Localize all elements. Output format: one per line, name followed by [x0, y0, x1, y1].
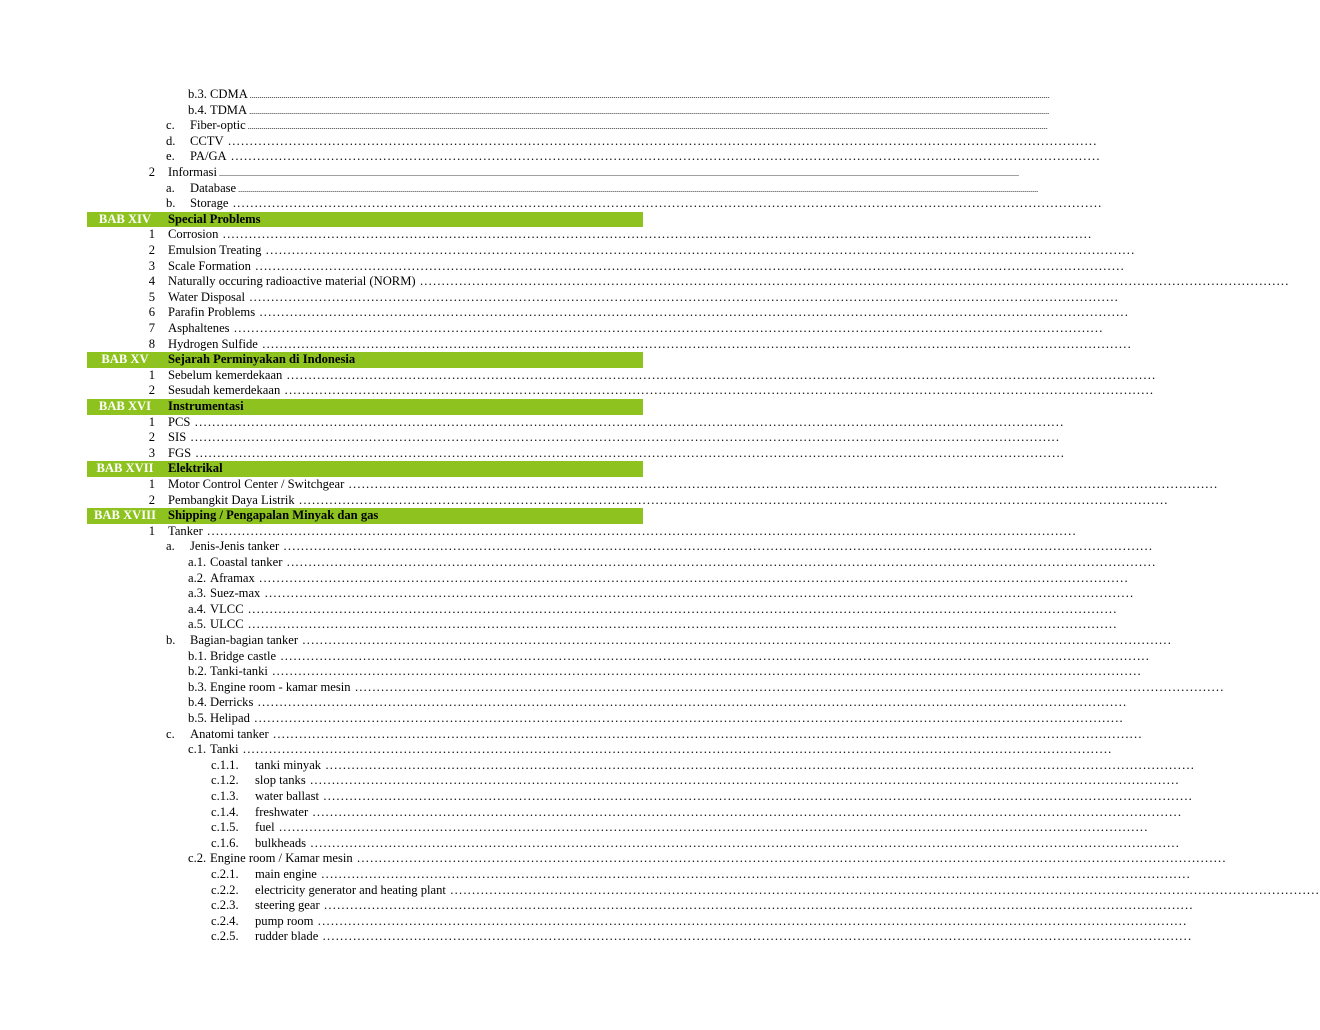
entry-title: Tanki	[210, 742, 239, 757]
toc-entry	[0, 913, 1188, 930]
entry-text-with-leader	[190, 149, 1101, 165]
toc-entry	[0, 196, 1103, 212]
entry-number: c.1.	[188, 742, 207, 757]
dot-leader: ........................................................................................................................................................................................................	[279, 539, 1154, 554]
entry-title: Tanker	[168, 523, 203, 538]
entry-text-with-leader	[210, 695, 1128, 711]
entry-number: c.1.4.	[211, 804, 239, 819]
toc-entry	[0, 789, 1194, 805]
entry-text-with-leader	[190, 633, 1173, 649]
entry-title: water ballast	[255, 789, 319, 803]
toc-entry	[0, 321, 1104, 337]
entry-text-with-leader	[210, 102, 1050, 120]
dot-leader: ........................................................................................................................................................................................................	[318, 929, 1193, 944]
dot-leader: ........................................................................................................................................................................................................	[415, 274, 1290, 289]
entry-number: 1	[148, 477, 155, 491]
entry-title: FGS	[168, 445, 192, 460]
entry-number: 2	[148, 430, 155, 445]
entry-title: Derricks	[210, 695, 254, 710]
toc-entry	[0, 617, 1118, 633]
entry-text-with-leader	[168, 445, 1066, 462]
entry-number: a.3.	[188, 586, 207, 601]
chapter-number: BAB XIV	[98, 211, 152, 226]
entry-text-with-leader	[255, 804, 1183, 821]
entry-text-with-leader	[210, 711, 1124, 727]
entry-text-with-leader	[168, 523, 1077, 540]
entry-title: CDMA	[210, 87, 248, 101]
dot-leader: ........................................................................................................................................................................................................	[218, 227, 1093, 242]
toc-entry	[0, 835, 1181, 852]
entry-text-with-leader	[210, 601, 1118, 618]
entry-number: c.	[166, 726, 175, 741]
toc-entry	[0, 742, 1113, 758]
dot-leader: ........................................................................................................................................................................................................	[268, 726, 1143, 741]
dot-leader: ........................................................................................................................................................................................................	[228, 196, 1103, 211]
toc-entry	[0, 87, 1050, 103]
entry-text-with-leader	[168, 430, 1061, 446]
entry-number: c.2.3.	[211, 898, 239, 913]
chapter-heading-row	[87, 399, 643, 415]
entry-title: Bagian-bagian tanker	[190, 633, 299, 647]
entry-number: d.	[166, 133, 176, 148]
toc-entry	[0, 523, 1077, 540]
entry-text-with-leader	[255, 789, 1194, 805]
entry-number: c.1.5.	[211, 820, 239, 835]
chapter-number: BAB XVI	[98, 399, 152, 413]
toc-entry	[0, 180, 1039, 197]
entry-number: c.	[166, 118, 175, 133]
toc-entry	[0, 274, 1290, 290]
toc-entry	[0, 601, 1118, 618]
toc-entry	[0, 243, 1136, 259]
entry-text-with-leader	[168, 414, 1065, 431]
entry-number: 2	[148, 492, 155, 507]
entry-text-with-leader	[255, 773, 1180, 789]
toc-entry	[0, 648, 1151, 665]
dot-leader: ........................................................................................................................................................................................................	[308, 804, 1183, 819]
entry-title: TDMA	[210, 102, 248, 117]
dot-leader: ........................................................................................................................................................................................................	[274, 820, 1149, 835]
entry-number: a.4.	[188, 601, 207, 616]
toc-entry	[0, 633, 1173, 649]
entry-title: Bridge castle	[210, 648, 277, 663]
toc-entry	[0, 367, 1157, 384]
entry-text-with-leader	[168, 477, 1219, 493]
entry-title: Aframax	[210, 570, 255, 585]
dot-leader: ........................................................................................................................................................................................................	[319, 898, 1194, 913]
dot-leader: ........................................................................................................................................................................................................	[255, 305, 1130, 320]
entry-text-with-leader	[168, 258, 1125, 275]
entry-number: b.3.	[188, 87, 207, 101]
dot-leader: ........................................................................................................................................................................................................	[190, 414, 1065, 429]
toc-entry	[0, 289, 1120, 306]
entry-title: CCTV	[190, 133, 224, 148]
entry-text-with-leader	[190, 118, 1048, 135]
entry-number: b.5.	[188, 711, 207, 725]
dot-leader: ........................................................................................................................................................................................................	[243, 617, 1118, 632]
dot-leader: ........................................................................................................................................................................................................	[298, 633, 1173, 647]
entry-number: a.	[166, 539, 175, 554]
entry-title: Sebelum kemerdekaan	[168, 367, 283, 382]
dot-leader: ........................................................................................................................................................................................................	[244, 289, 1120, 304]
toc-entry	[0, 445, 1066, 462]
toc-entry	[0, 820, 1149, 836]
dot-leader: ........................................................................................................................................................................................................	[321, 757, 1196, 772]
chapter-title: Instrumentasi	[168, 399, 244, 413]
entry-title: Emulsion Treating	[168, 243, 262, 257]
entry-title: Engine room / Kamar mesin	[210, 851, 353, 866]
entry-text-with-leader	[168, 274, 1290, 290]
entry-number: c.1.3.	[211, 789, 239, 803]
dot-leader: ........................................................................................................................................................................................................	[202, 523, 1077, 538]
entry-text-with-leader	[210, 648, 1151, 665]
entry-number: a.2.	[188, 570, 207, 585]
entry-number: a.5.	[188, 617, 207, 632]
entry-number: c.2.5.	[211, 929, 239, 944]
toc-entry	[0, 430, 1061, 446]
entry-text-with-leader	[255, 882, 1320, 899]
entry-text-with-leader	[255, 898, 1194, 914]
entry-title: PCS	[168, 414, 191, 429]
chapter-heading-row	[87, 461, 643, 477]
entry-text-with-leader	[255, 820, 1149, 836]
entry-text-with-leader	[168, 305, 1130, 321]
dot-leader: ........................................................................................................................................................................................................	[186, 430, 1061, 445]
entry-title: Sesudah kemerdekaan	[168, 383, 281, 398]
entry-text-with-leader	[255, 835, 1181, 852]
chapter-number: BAB XVII	[96, 461, 154, 476]
toc-entry	[0, 804, 1183, 821]
entry-number: 4	[148, 274, 155, 289]
chapter-title: Sejarah Perminyakan di Indonesia	[168, 352, 356, 367]
entry-text-with-leader	[168, 289, 1120, 306]
dot-leader: ........................................................................................................................................................................................................	[306, 835, 1181, 850]
entry-text-with-leader	[190, 539, 1154, 555]
dot-leader: ........................................................................................................................................................................................................	[249, 711, 1124, 725]
entry-text-with-leader	[210, 555, 1157, 571]
entry-text-with-leader	[255, 929, 1193, 945]
entry-text-with-leader	[190, 133, 1098, 150]
dot-leader: ........................................................................................................................................................................................................	[319, 789, 1194, 803]
entry-number: 2	[148, 243, 155, 257]
entry-number: 5	[148, 289, 155, 304]
toc-entry	[0, 414, 1065, 431]
entry-title: pump room	[255, 913, 314, 928]
toc-entry	[0, 336, 1132, 353]
entry-title: rudder blade	[255, 929, 319, 944]
chapter-heading-row	[87, 508, 643, 524]
entry-number: 2	[148, 383, 155, 398]
dot-leader: ........................................................................................................................................................................................................	[282, 367, 1157, 382]
entry-title: Coastal tanker	[210, 555, 283, 569]
entry-title: fuel	[255, 820, 275, 835]
entry-number: b.1.	[188, 648, 207, 663]
entry-title: VLCC	[210, 601, 244, 616]
entry-text-with-leader	[168, 165, 1019, 182]
toc-entry	[0, 757, 1196, 774]
entry-title: Corrosion	[168, 227, 219, 242]
toc-entry	[0, 258, 1125, 275]
entry-number: 6	[148, 305, 155, 320]
toc-entry	[0, 679, 1225, 696]
entry-number: c.1.6.	[211, 835, 239, 850]
entry-text-with-leader	[210, 87, 1050, 104]
toc-entry	[0, 773, 1180, 789]
dot-leader: ........................................................................................................................................................................................................	[305, 773, 1180, 788]
dot-leader: ........................................................................................................................................................................................................	[267, 664, 1142, 679]
dot-leader: ........................................................................................................................................................................................................	[276, 648, 1151, 663]
entry-text-with-leader	[210, 617, 1118, 633]
toc-entry	[0, 898, 1194, 914]
entry-number: e.	[166, 149, 175, 164]
dot-leader: ................................................................................................................................................................................................................................................................................................................................................................................................................	[247, 106, 1050, 116]
entry-title: slop tanks	[255, 773, 306, 788]
entry-number: b.4.	[188, 102, 207, 117]
dot-leader: ........................................................................................................................................................................................................	[253, 695, 1128, 710]
entry-number: 3	[148, 445, 155, 460]
entry-number: b.	[166, 633, 176, 647]
toc-entry	[0, 477, 1219, 493]
entry-number: c.2.	[188, 851, 207, 866]
entry-number: b.3.	[188, 679, 207, 694]
chapter-title: Elektrikal	[168, 461, 223, 476]
toc-entry	[0, 227, 1093, 243]
entry-text-with-leader	[168, 227, 1093, 243]
chapter-title: Special Problems	[168, 211, 261, 226]
entry-text-with-leader	[168, 367, 1157, 384]
entry-title: Storage	[190, 196, 229, 211]
entry-title: Engine room - kamar mesin	[210, 679, 351, 694]
entry-number: a.1.	[188, 555, 207, 569]
dot-leader: ........................................................................................................................................................................................................	[250, 258, 1125, 273]
entry-title: PA/GA	[190, 149, 227, 164]
dot-leader: ........................................................................................................................................................................................................	[294, 492, 1169, 507]
dot-leader: ................................................................................................................................................................................................................................................................................................................................................................................................................	[245, 122, 1048, 132]
entry-number: b.	[166, 196, 176, 211]
entry-title: Database	[190, 180, 237, 195]
entry-title: Fiber-optic	[190, 118, 246, 133]
entry-title: ULCC	[210, 617, 244, 632]
entry-number: b.4.	[188, 695, 207, 710]
entry-title: Pembangkit Daya Listrik	[168, 492, 295, 507]
toc-entry	[0, 118, 1048, 134]
dot-leader: ........................................................................................................................................................................................................	[350, 679, 1225, 694]
toc-entry	[0, 492, 1169, 509]
entry-text-with-leader	[168, 383, 1155, 399]
entry-title: tanki minyak	[255, 757, 322, 772]
toc-entry	[0, 882, 1320, 899]
dot-leader: ........................................................................................................................................................................................................	[243, 601, 1118, 616]
entry-title: bulkheads	[255, 835, 307, 850]
entry-text-with-leader	[210, 570, 1129, 587]
entry-text-with-leader	[255, 913, 1188, 930]
dot-leader: ........................................................................................................................................................................................................	[260, 586, 1135, 601]
entry-number: 7	[148, 321, 155, 335]
dot-leader: ........................................................................................................................................................................................................	[191, 445, 1066, 460]
dot-leader: ................................................................................................................................................................................................................................................................................................................................................................................................................	[216, 169, 1019, 178]
toc-entry	[0, 383, 1155, 399]
entry-number: 8	[148, 336, 155, 351]
entry-text-with-leader	[168, 336, 1132, 353]
entry-text-with-leader	[210, 742, 1113, 758]
entry-text-with-leader	[190, 196, 1103, 212]
toc-entry	[0, 586, 1135, 602]
entry-text-with-leader	[255, 757, 1196, 774]
entry-number: 1	[148, 367, 155, 382]
entry-title: Scale Formation	[168, 258, 251, 273]
dot-leader: ................................................................................................................................................................................................................................................................................................................................................................................................................	[247, 91, 1050, 100]
entry-title: SIS	[168, 430, 187, 445]
dot-leader: ........................................................................................................................................................................................................	[261, 243, 1136, 257]
entry-text-with-leader	[210, 851, 1227, 867]
dot-leader: ........................................................................................................................................................................................................	[344, 477, 1219, 491]
entry-title: Naturally occuring radioactive material (NORM)	[168, 274, 416, 289]
dot-leader: ........................................................................................................................................................................................................	[445, 882, 1320, 897]
entry-text-with-leader	[210, 664, 1142, 680]
entry-title: Suez-max	[210, 586, 261, 601]
toc-entry	[0, 133, 1098, 150]
entry-text-with-leader	[168, 492, 1169, 509]
toc-entry	[0, 664, 1142, 680]
dot-leader: ........................................................................................................................................................................................................	[313, 913, 1188, 928]
dot-leader: ........................................................................................................................................................................................................	[257, 336, 1132, 351]
entry-text-with-leader	[168, 321, 1104, 337]
toc-entry	[0, 102, 1050, 119]
entry-number: 1	[148, 227, 155, 242]
toc-entry	[0, 555, 1157, 571]
toc-entry	[0, 851, 1227, 867]
dot-leader: ........................................................................................................................................................................................................	[238, 742, 1113, 757]
entry-number: a.	[166, 180, 175, 195]
entry-title: Parafin Problems	[168, 305, 256, 320]
entry-title: Helipad	[210, 711, 250, 725]
entry-number: c.2.4.	[211, 913, 239, 928]
dot-leader: ........................................................................................................................................................................................................	[280, 383, 1155, 398]
toc-entry	[0, 149, 1101, 165]
entry-title: Asphaltenes	[168, 321, 230, 335]
toc-entry	[0, 711, 1124, 727]
toc-entry	[0, 570, 1129, 587]
entry-title: Anatomi tanker	[190, 726, 269, 741]
entry-number: c.2.2.	[211, 882, 239, 897]
entry-number: c.1.2.	[211, 773, 239, 788]
entry-text-with-leader	[190, 180, 1039, 198]
toc-entry	[0, 305, 1130, 321]
entry-number: b.2.	[188, 664, 207, 679]
entry-number: 2	[148, 165, 155, 179]
entry-number: c.1.1.	[211, 757, 239, 772]
entry-number: 3	[148, 258, 155, 273]
entry-text-with-leader	[190, 726, 1143, 743]
entry-title: Water Disposal	[168, 289, 245, 304]
dot-leader: ........................................................................................................................................................................................................	[352, 851, 1227, 866]
dot-leader: ........................................................................................................................................................................................................	[282, 555, 1157, 569]
chapter-heading-row	[87, 352, 643, 368]
chapter-title: Shipping / Pengapalan Minyak dan gas	[168, 508, 379, 523]
entry-title: main engine	[255, 867, 317, 881]
chapter-number: BAB XV	[101, 352, 149, 367]
entry-text-with-leader	[255, 867, 1191, 883]
entry-title: freshwater	[255, 804, 309, 819]
entry-number: 1	[148, 414, 155, 429]
entry-title: Informasi	[168, 165, 217, 179]
entry-title: Tanki-tanki	[210, 664, 268, 679]
toc-entry	[0, 539, 1154, 555]
entry-text-with-leader	[210, 679, 1225, 696]
toc-entry	[0, 165, 1019, 181]
chapter-number: BAB XVIII	[94, 508, 156, 523]
dot-leader: ........................................................................................................................................................................................................	[226, 149, 1101, 164]
dot-leader: ........................................................................................................................................................................................................	[254, 570, 1129, 585]
entry-title: Motor Control Center / Switchgear	[168, 477, 345, 491]
entry-title: Hydrogen Sulfide	[168, 336, 258, 351]
entry-text-with-leader	[168, 243, 1136, 259]
entry-text-with-leader	[210, 586, 1135, 602]
dot-leader: ........................................................................................................................................................................................................	[316, 867, 1191, 881]
toc-entry	[0, 867, 1191, 883]
toc-entry	[0, 726, 1143, 743]
dot-leader: ........................................................................................................................................................................................................	[223, 133, 1098, 148]
entry-number: c.2.1.	[211, 867, 239, 881]
entry-number: 1	[148, 523, 155, 538]
toc-entry	[0, 929, 1193, 945]
dot-leader: ........................................................................................................................................................................................................	[229, 321, 1104, 335]
entry-title: steering gear	[255, 898, 320, 913]
entry-title: electricity generator and heating plant	[255, 882, 446, 897]
dot-leader: ................................................................................................................................................................................................................................................................................................................................................................................................................	[236, 184, 1039, 194]
chapter-heading-row	[87, 212, 643, 228]
toc-entry	[0, 695, 1128, 711]
entry-title: Jenis-Jenis tanker	[190, 539, 280, 554]
